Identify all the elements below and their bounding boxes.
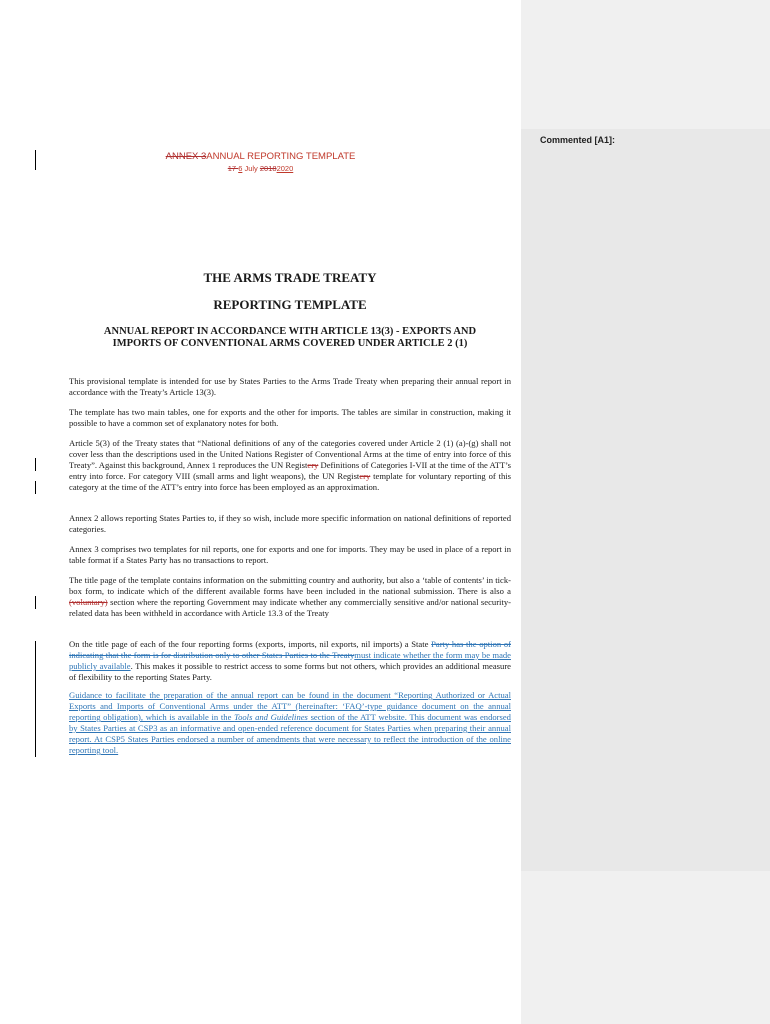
deleted-text: Party has the option of indicating that the form is for distribution only to other States Parties to the Treaty [69, 639, 511, 660]
paragraph-guidance [69, 690, 511, 756]
paragraph-article-5-3 [69, 438, 511, 493]
paragraph-annex-3: Annex 3 comprises two templates for nil reports, one for exports and one for imports. They may be used in place of a report in table format if a States Party has no transactions to report. [69, 544, 511, 565]
paragraph-tables: The template has two main tables, one for exports and the other for imports. The tables are similar in construction, making it possible to have a common set of explanatory notes for both. [69, 407, 511, 428]
deleted-text: ery [359, 471, 371, 481]
italic-text: Tools and Guidelines [234, 712, 308, 722]
paragraph-text: On the title page of each of the four reporting forms (exports, imports, nil exports, nil imports) a State [69, 639, 432, 649]
treaty-title: THE ARMS TRADE TREATY [203, 270, 377, 285]
annex-deleted-text: ANNEX 3 [165, 151, 207, 162]
paragraph-annex-2: Annex 2 allows reporting States Parties to, if they so wish, include more specific information on national definitions of reported categories. [69, 513, 511, 534]
inserted-text: must indicate whether the form may be made publicly available [69, 650, 511, 671]
change-bar [35, 596, 36, 609]
paragraph-text: section where the reporting Government may indicate whether any commercially sensitive and/or national security-related data has been withheld in accordance with Article 13.3 of the Treaty [69, 597, 511, 618]
comment-box[interactable] [521, 129, 770, 871]
date-deleted-year: 2018 [259, 164, 277, 173]
deleted-text: (voluntary) [69, 597, 108, 607]
comment-label: Commented [A1]: [540, 135, 616, 145]
annex-header [0, 151, 521, 162]
change-bar [35, 458, 36, 471]
paragraph-title-page [69, 575, 511, 619]
paragraph-intro: This provisional template is intended for use by States Parties to the Arms Trade Treaty when preparing their annual report in accordance with the Treaty’s Article 13(3). [69, 376, 511, 397]
paragraph-text: Article 5(3) of the Treaty states that “National definitions of any of the categories covered under Article 2 (1) (a)-(g) shall not cover less than the descriptions used in the United Nations Register of Conventional Arms at the time of entry into force of this Treaty”. Against this background, Annex 1 reproduces the UN Regist [69, 438, 511, 470]
paragraph-text: Definitions of Categories I-VII at the time of the ATT’s entry into force. For category VIII (small arms and light weapons), the UN Regist [69, 460, 511, 481]
date-line [0, 164, 521, 173]
annual-report-heading [0, 326, 580, 350]
date-deleted-day: 17 [227, 164, 239, 173]
paragraph-text: Guidance to facilitate the preparation of the annual report can be found in the document “Reporting Authorized or Actual Exports and Imports of Conventional Arms under the ATT” (hereinafter: ‘FAQ’-type guidance document on the annual reporting obligation), which is available in the [69, 690, 511, 722]
template-title: REPORTING TEMPLATE [213, 297, 367, 312]
paragraph-reporting-forms [69, 639, 511, 683]
change-bar [35, 641, 36, 757]
change-bar [35, 481, 36, 494]
deleted-text: ery [307, 460, 319, 470]
date-month: July [242, 164, 260, 173]
date-inserted-year: 2020 [276, 164, 294, 173]
annual-report-heading-line2: IMPORTS OF CONVENTIONAL ARMS COVERED UNDER ARTICLE 2 (1) [112, 338, 468, 349]
annual-report-heading-line1: ANNUAL REPORT IN ACCORDANCE WITH ARTICLE 13(3) - EXPORTS AND [103, 326, 477, 337]
annex-title: ANNUAL REPORTING TEMPLATE [206, 151, 356, 162]
date-inserted-day: 6 [238, 164, 243, 173]
paragraph-text: The title page of the template contains information on the submitting country and authority, but also a ‘table of contents’ in tick-box form, to indicate which of the different available forms have been included in the national submission. There is also a [69, 575, 511, 596]
paragraph-text: template for voluntary reporting of this category at the time of the ATT’s entry into force has been employed as an approximation. [69, 471, 512, 492]
paragraph-text: . This makes it possible to restrict access to some forms but not others, which provides an additional measure of flexibility to the reporting States Party. [69, 661, 511, 682]
paragraph-text: section of the ATT website. This document was endorsed by States Parties at CSP3 as an informative and open-ended reference document for States Parties when preparing their annual report. At CSP5 States Parties endorsed a number of amendments that were necessary to reflect the introduction of the online reporting tool. [69, 712, 511, 755]
